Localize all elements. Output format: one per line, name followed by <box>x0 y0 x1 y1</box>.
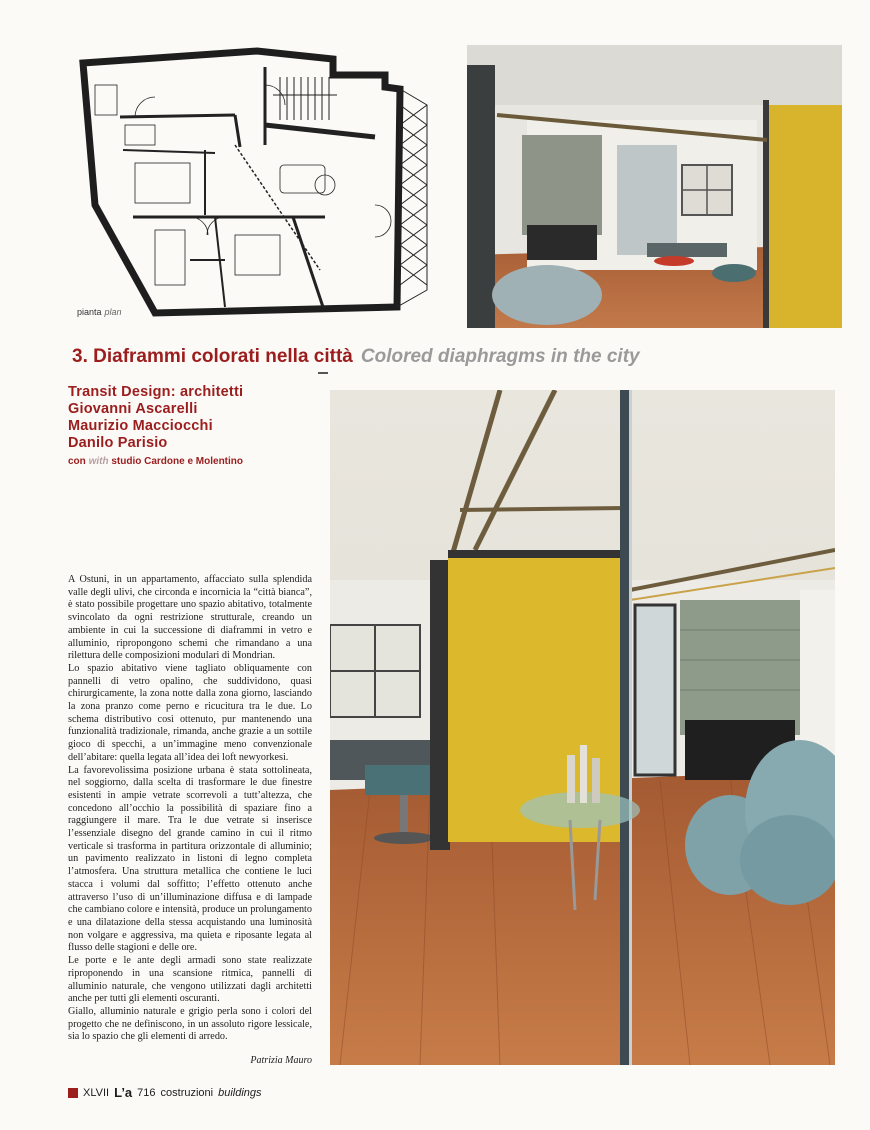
plan-caption <box>77 307 122 317</box>
plan-caption-it: pianta <box>77 307 102 317</box>
body-paragraph: A Ostuni, in un appartamento, affacciato sulla splendida valle degli ulivi, che circonda e incornicia la “città bianca”, è stato possibile progettare uno spazio abitativo, totalmente svincolato da ogni restrizione strutturale, creando un ambiente in cui la successione di diaframmi in vetro e alluminio, ripropongono schemi che rimandano a una rilettura delle composizioni modulari di Mondrian. <box>68 574 312 662</box>
issue-number: 716 <box>137 1086 156 1099</box>
article-body <box>68 574 312 1044</box>
credit-line: Danilo Parisio <box>68 435 168 451</box>
article-title-en: Colored diaphragms in the city <box>360 346 640 367</box>
plan-caption-en: plan <box>104 307 122 317</box>
interior-photo-yellow-panel <box>330 390 835 1065</box>
interior-photo-living-room <box>467 45 842 328</box>
body-paragraph: La favorevolissima posizione urbana è stata sottolineata, nel soggiorno, dalla scelta di trasformare le due finestre esistenti in ampie vetrate scorrevoli a tutt’altezza, che concedono all’occhio la possibilità di spaziare fino a raggiungere il mare. Tra le due vetrate si inserisce l’essenziale disegno del grande camino in cui il ritmo verticale si trasforma in partitura orizzontale di alluminio; un pavimento realizzato in listoni di legno completa l’atmosfera. Una struttura metallica che contiene le luci stacca i volumi dal soffitto; l’effetto ottenuto anche attraverso l’uso di un’illuminazione diffusa e di lampade che cambiano colore e intensità, produce un prolungamento e una dilatazione della stessa acquistando una luminosità non volgare e aggressiva, ma quieta e riposante legata al flusso delle stagioni e delle ore. <box>68 764 312 954</box>
section-en: buildings <box>218 1086 262 1099</box>
collab-prefix: con <box>68 456 86 467</box>
credits-block <box>68 384 318 467</box>
collab-with: with <box>88 456 109 467</box>
body-paragraph: Lo spazio abitativo viene tagliato obliquamente con pannelli di vetro opalino, che suddividono, quasi chirurgicamente, la zona notte dalla zona giorno, lasciando la zona pranzo come perno e ricucitura tra le due. Lo schema distributivo così ottenuto, pur mantenendo una funzionalità tradizionale, rimanda, anche grazie a un sottile gioco di specchi, a un’immagine meno convenzionale dell’abitare: quella legata all’idea dei loft newyorkesi. <box>68 662 312 763</box>
title-divider <box>318 372 328 374</box>
magazine-logo: L’a <box>114 1085 133 1100</box>
body-paragraph: Giallo, alluminio naturale e grigio perla sono i colori del progetto che ne definiscono, in un assoluto rigore lessicale, sia lo spazio che gli elementi di arredo. <box>68 1005 312 1043</box>
article-author: Patrizia Mauro <box>250 1055 312 1066</box>
article-title-it: 3. Diaframmi colorati nella città <box>72 346 353 367</box>
page-footer <box>68 1085 262 1100</box>
body-paragraph: Le porte e le ante degli armadi sono state realizzate riproponendo in una scansione ritmica, pannelli di alluminio naturale, che vengono utilizzati dagli architetti anche per tutti gli elementi oscuranti. <box>68 955 312 1005</box>
section-it: costruzioni <box>160 1086 214 1099</box>
article-title <box>72 346 640 368</box>
credit-line: Maurizio Macciocchi <box>68 418 213 434</box>
collab-studio: studio Cardone e Molentino <box>111 456 244 467</box>
credit-line: Giovanni Ascarelli <box>68 401 198 417</box>
collaborator-line <box>68 456 318 467</box>
footer-marker <box>68 1088 78 1098</box>
volume-number: XLVII <box>83 1086 110 1099</box>
floor-plan-drawing <box>75 45 440 320</box>
credit-line: Transit Design: architetti <box>68 384 244 400</box>
